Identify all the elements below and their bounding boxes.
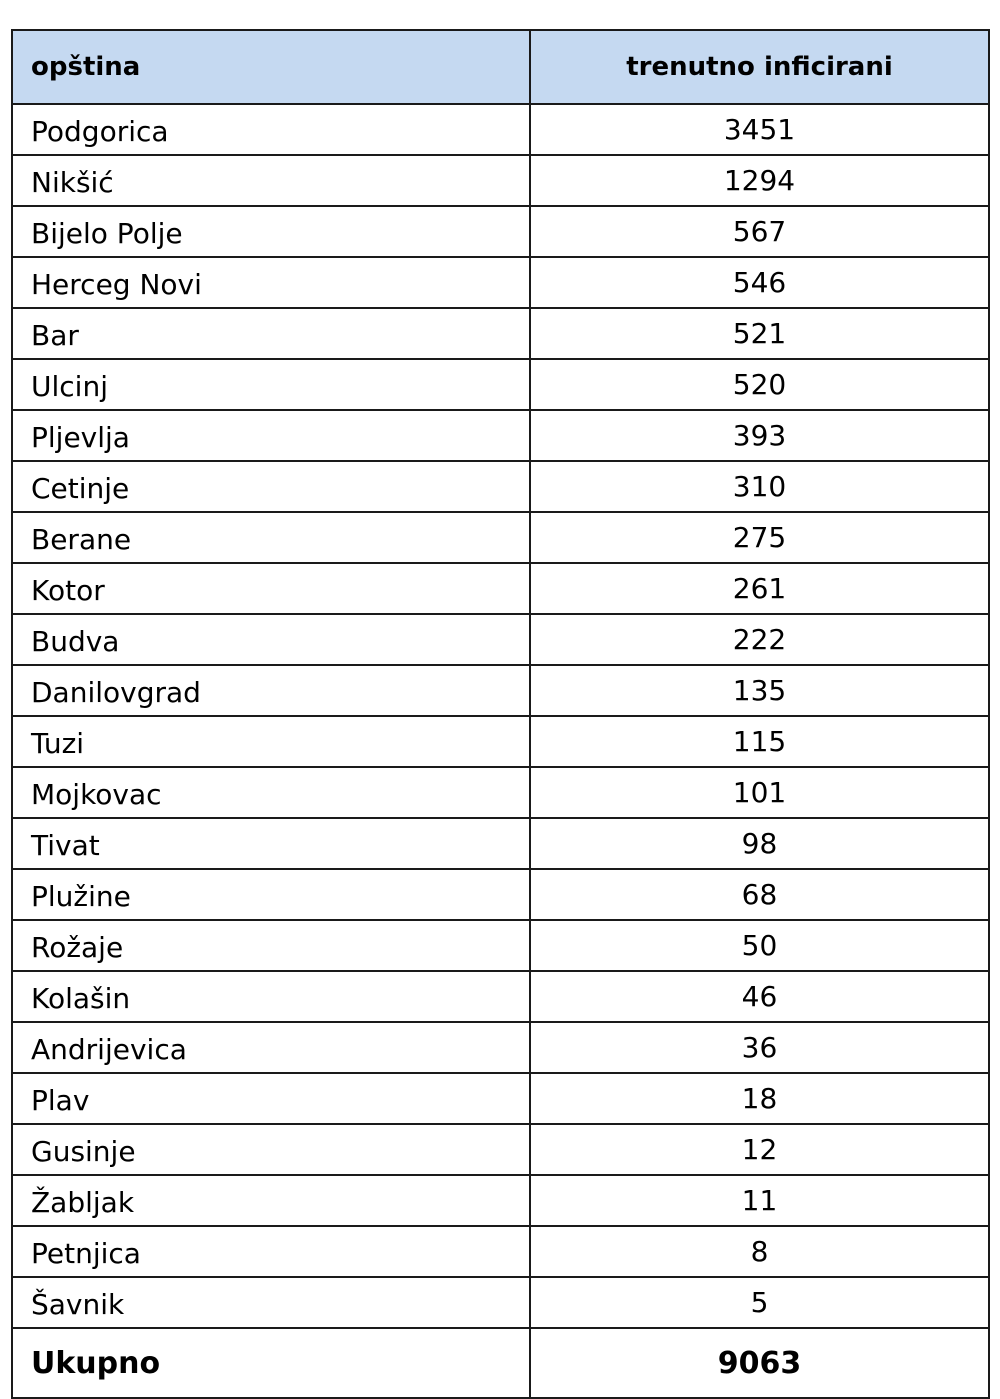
table-row [12,1124,989,1175]
total-value: 9063 [530,1328,989,1398]
municipality-cell: Plužine [12,869,530,920]
municipality-cell: Plav [12,1073,530,1124]
infected-count-cell: 521 [530,308,989,359]
municipality-cell: Mojkovac [12,767,530,818]
infected-count-cell: 310 [530,461,989,512]
infected-count-cell: 12 [530,1124,989,1175]
infected-count-cell: 1294 [530,155,989,206]
municipality-cell: Ulcinj [12,359,530,410]
municipality-cell: Petnjica [12,1226,530,1277]
municipality-cell: Danilovgrad [12,665,530,716]
table-row [12,461,989,512]
municipality-cell: Tuzi [12,716,530,767]
municipality-cell: Tivat [12,818,530,869]
table-row [12,1226,989,1277]
infections-table [11,29,990,1399]
infected-count-cell: 115 [530,716,989,767]
municipality-cell: Budva [12,614,530,665]
infected-count-cell: 393 [530,410,989,461]
table-row [12,767,989,818]
municipality-cell: Bar [12,308,530,359]
table-row [12,410,989,461]
municipality-cell: Herceg Novi [12,257,530,308]
table-body [12,104,989,1328]
municipality-cell: Pljevlja [12,410,530,461]
table-row [12,308,989,359]
municipality-cell: Žabljak [12,1175,530,1226]
table-row [12,1175,989,1226]
infected-count-cell: 261 [530,563,989,614]
infected-count-cell: 68 [530,869,989,920]
table-row [12,971,989,1022]
table-row [12,614,989,665]
table-row [12,155,989,206]
table-row [12,512,989,563]
infected-count-cell: 18 [530,1073,989,1124]
table-row [12,359,989,410]
table-row [12,1277,989,1328]
total-label: Ukupno [12,1328,530,1398]
infected-count-cell: 3451 [530,104,989,155]
table-row [12,206,989,257]
table-row [12,920,989,971]
infected-count-cell: 5 [530,1277,989,1328]
table-row [12,869,989,920]
table-row [12,104,989,155]
municipality-cell: Nikšić [12,155,530,206]
infected-count-cell: 135 [530,665,989,716]
municipality-cell: Berane [12,512,530,563]
table-header-row [12,30,989,104]
municipality-cell: Kotor [12,563,530,614]
total-row [12,1328,989,1398]
municipality-cell: Kolašin [12,971,530,1022]
column-header-infected: trenutno inficirani [530,30,989,104]
infected-count-cell: 46 [530,971,989,1022]
table-row [12,257,989,308]
table-row [12,563,989,614]
municipality-cell: Gusinje [12,1124,530,1175]
infected-count-cell: 11 [530,1175,989,1226]
table-row [12,716,989,767]
infected-count-cell: 8 [530,1226,989,1277]
infected-count-cell: 546 [530,257,989,308]
municipality-cell: Bijelo Polje [12,206,530,257]
table-row [12,1022,989,1073]
infected-count-cell: 520 [530,359,989,410]
table-row [12,818,989,869]
table-row [12,665,989,716]
infected-count-cell: 567 [530,206,989,257]
infected-count-cell: 101 [530,767,989,818]
municipality-cell: Cetinje [12,461,530,512]
municipality-cell: Rožaje [12,920,530,971]
infected-count-cell: 222 [530,614,989,665]
infected-count-cell: 50 [530,920,989,971]
municipality-cell: Šavnik [12,1277,530,1328]
municipality-cell: Podgorica [12,104,530,155]
table-row [12,1073,989,1124]
infected-count-cell: 275 [530,512,989,563]
infected-count-cell: 98 [530,818,989,869]
municipality-cell: Andrijevica [12,1022,530,1073]
infected-count-cell: 36 [530,1022,989,1073]
column-header-municipality: opština [12,30,530,104]
